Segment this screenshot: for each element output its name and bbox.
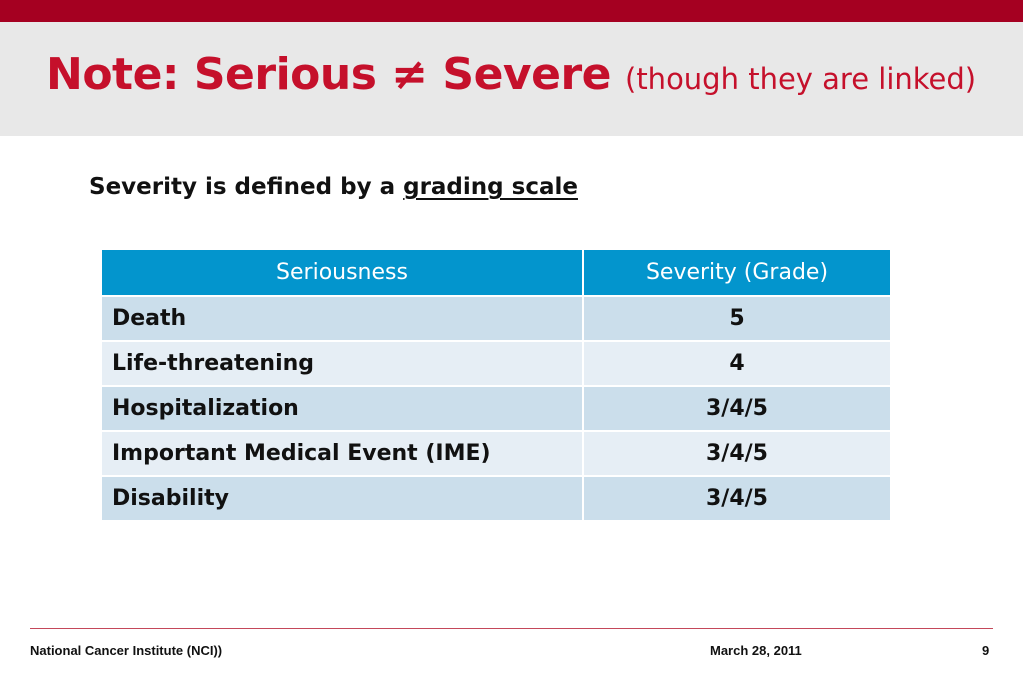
footer-page-number: 9: [982, 643, 990, 658]
seriousness-cell: Disability: [102, 476, 583, 521]
footer-organization: National Cancer Institute (NCI)): [30, 643, 223, 658]
seriousness-cell: Death: [102, 296, 583, 341]
column-header-seriousness: Seriousness: [102, 250, 583, 296]
table-row: [102, 296, 890, 341]
table-row: [102, 476, 890, 521]
footer-date: March 28, 2011: [710, 643, 802, 658]
seriousness-cell: Important Medical Event (IME): [102, 431, 583, 476]
table-row: [102, 341, 890, 386]
severity-cell: 5: [583, 296, 890, 341]
table-row: [102, 431, 890, 476]
slide-title-subtitle: (though they are linked): [625, 62, 977, 96]
column-header-severity: Severity (Grade): [583, 250, 890, 296]
seriousness-severity-table: [102, 250, 890, 522]
intro-sentence: [89, 174, 578, 200]
severity-cell: 4: [583, 341, 890, 386]
intro-text: Severity is defined by a: [89, 174, 404, 200]
slide-title: [46, 49, 977, 100]
footer-divider: [30, 628, 993, 629]
top-accent-bar: [0, 0, 1023, 22]
severity-cell: 3/4/5: [583, 431, 890, 476]
severity-cell: 3/4/5: [583, 386, 890, 431]
severity-cell: 3/4/5: [583, 476, 890, 521]
table-header-row: [102, 250, 890, 296]
slide-title-main: Note: Serious ≠ Severe: [46, 49, 611, 100]
table-row: [102, 386, 890, 431]
seriousness-cell: Life-threatening: [102, 341, 583, 386]
grading-scale-link[interactable]: grading scale: [403, 174, 578, 200]
seriousness-cell: Hospitalization: [102, 386, 583, 431]
